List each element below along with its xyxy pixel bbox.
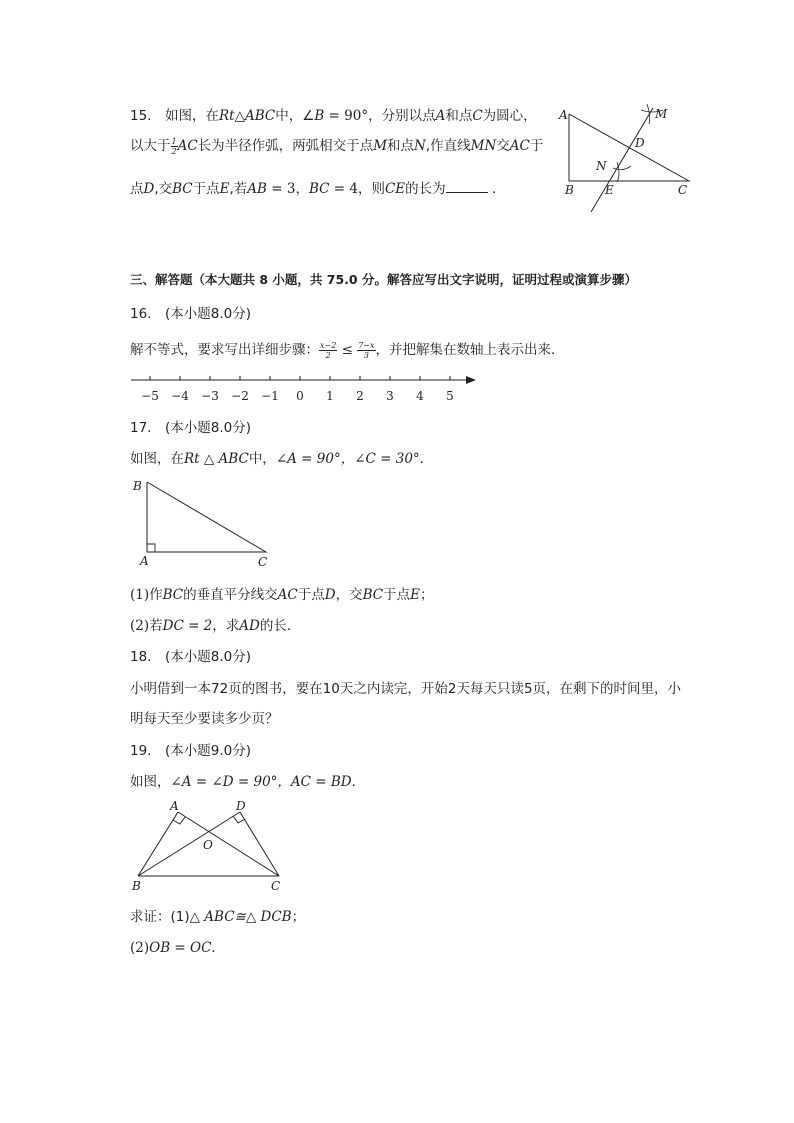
q15-math: C (472, 108, 483, 124)
q15-line2 (130, 134, 543, 156)
q15-math: A (435, 108, 446, 124)
q15-text: ． (491, 181, 506, 197)
q17-text: 于点 (297, 587, 325, 603)
q15-text: ,若 (229, 181, 248, 197)
q16-header: 16. (本小题8.0分) (130, 306, 251, 322)
q19-intro (130, 770, 365, 790)
q17-figure (128, 474, 278, 570)
frac-num: 7−x (358, 340, 375, 350)
q18-line1: 小明借到一本72页的图书，要在10天之内读完，开始2天每天只读5页，在剩下的时间里，小 (130, 681, 682, 697)
label-e: E (605, 183, 614, 197)
q18-line2: 明每天至少要读多少页？ (130, 711, 279, 727)
q17-math: AD (239, 618, 260, 634)
q15-text: ,交 (154, 181, 173, 197)
q15-math: AB (247, 181, 267, 197)
q15-math: CE (384, 181, 406, 197)
segment-dc (240, 812, 279, 876)
q15-text: 于 (529, 138, 544, 154)
number-line-label: 0 (296, 389, 304, 403)
frac-den: 2 (325, 350, 331, 360)
q17-text: 如图，在 (130, 451, 184, 467)
q19-math: △ ABC≅△ DCB (189, 909, 292, 925)
q15-fraction (171, 137, 178, 156)
q15-text: = 4，则 (329, 181, 385, 197)
q15-math: D (143, 181, 155, 197)
label-b: B (565, 183, 574, 197)
frac-num: 1 (171, 136, 177, 146)
q17-text: (2)若 (130, 618, 163, 634)
q15-math: ABC (244, 108, 276, 124)
label-c: C (678, 183, 688, 197)
arc-m2 (647, 104, 650, 124)
q15-math: BC (172, 181, 193, 197)
q15-text: 为圆心， (482, 108, 537, 124)
q15-text: 交 (496, 138, 510, 154)
label-a: A (559, 108, 568, 122)
q16-text (130, 338, 565, 360)
q15-math: BC (308, 181, 330, 197)
q15-text: 点 (130, 181, 144, 197)
q17-math: Rt △ ABC (184, 451, 249, 467)
q17-text: 于点 (383, 587, 411, 603)
triangle-abc-17 (147, 482, 266, 552)
q15-text: ,作直线 (425, 138, 471, 154)
q15-text: 以大于 (130, 138, 171, 154)
q15-text: = 3， (266, 181, 309, 197)
q15-math: Rt (218, 108, 235, 124)
q15-line3 (130, 177, 505, 197)
q17-math: ∠A = 90°，∠C = 30° (275, 451, 420, 467)
label-n: N (596, 159, 607, 173)
q19-text: ． (211, 940, 225, 956)
q15-text: 和点 (387, 138, 415, 154)
q16-fraction-2 (357, 341, 375, 360)
q15-math: AC (509, 138, 530, 154)
q15-text: 于点 (192, 181, 220, 197)
q15-text: 如图，在 (164, 108, 219, 124)
q15-text: = 90°，分别以点 (324, 108, 436, 124)
q17-math: AC (277, 587, 298, 603)
number-line-label: −4 (171, 389, 189, 403)
q17-math: BC (362, 587, 384, 603)
q19-header: 19. (本小题9.0分) (130, 743, 251, 759)
label-d: D (635, 136, 645, 150)
number-line-label: 2 (356, 389, 364, 403)
q17-text: 的长． (259, 618, 301, 634)
label-c: C (271, 879, 281, 893)
label-b: B (132, 879, 141, 893)
q16-text-b: ，并把解集在数轴上表示出来． (375, 342, 565, 358)
q17-text: 中， (248, 451, 276, 467)
q15-math: E (219, 181, 230, 197)
number-line-label: −2 (231, 389, 249, 403)
number-line-label: 3 (386, 389, 394, 403)
number-line-label: 1 (326, 389, 334, 403)
q16-text-a: 解不等式，要求写出详细步骤： (130, 342, 319, 358)
label-o: O (203, 838, 213, 852)
q15-text: 中，∠ (275, 108, 315, 124)
q19-text: ． (351, 774, 366, 790)
q17-header: 17. (本小题8.0分) (130, 420, 251, 436)
q15-line1 (130, 104, 537, 124)
q15-number: 15. (130, 108, 152, 124)
label-m: M (655, 107, 668, 121)
leq-sign: ≤ (337, 342, 358, 358)
q17-text: ． (419, 451, 434, 467)
q19-text: 求证：(1) (130, 909, 190, 925)
label-a: A (140, 554, 149, 568)
q15-math: △ (234, 108, 245, 124)
arc-n (613, 166, 631, 170)
q19-text: ； (291, 909, 306, 925)
number-line-label: 5 (446, 389, 454, 403)
section-title: 三、解答题（本大题共 8 小题，共 75.0 分。解答应写出文字说明，证明过程或演算步骤） (130, 272, 637, 287)
answer-blank[interactable] (446, 180, 488, 193)
q17-text: ，交 (335, 587, 363, 603)
q15-math: AC (177, 138, 198, 154)
q15-text: 长为半径作弧，两弧相交于点 (197, 138, 374, 154)
q15-math: N (414, 138, 426, 154)
q15-math: B (314, 108, 325, 124)
number-line-label: −5 (141, 389, 159, 403)
number-line-label: −3 (201, 389, 219, 403)
segment-ba (138, 812, 178, 876)
label-c: C (258, 555, 268, 569)
q16-fraction-1 (319, 341, 337, 360)
q17-intro (130, 447, 433, 467)
q19-math: OB = OC (149, 940, 212, 956)
frac-num: x−2 (320, 340, 337, 350)
q17-part2 (130, 614, 300, 634)
q17-math: D (324, 587, 336, 603)
number-line-label: −1 (261, 389, 279, 403)
q19-math: ∠A = ∠D = 90°，AC = BD (170, 774, 352, 790)
q17-text: 的垂直平分线交 (183, 587, 278, 603)
q19-text: (2) (130, 940, 150, 956)
right-angle-mark (147, 544, 155, 552)
q15-math: M (373, 138, 388, 154)
q19-figure (128, 796, 293, 894)
q17-math: DC = 2 (162, 618, 213, 634)
q17-text: ，求 (212, 618, 240, 634)
q19-text: 如图， (130, 774, 171, 790)
q19-proof2 (130, 936, 225, 956)
label-d: D (236, 799, 246, 813)
q17-math: E (410, 587, 420, 603)
q15-figure (555, 100, 700, 218)
frac-den: 2 (171, 146, 177, 156)
frac-den: 3 (363, 350, 369, 360)
q19-proof1 (130, 905, 305, 925)
q17-text: ； (419, 587, 434, 603)
q17-math: BC (162, 587, 184, 603)
q18-header: 18. (本小题8.0分) (130, 649, 251, 665)
number-line-arrow (466, 376, 476, 384)
q17-text: (1)作 (130, 587, 163, 603)
number-line-label: 4 (416, 389, 424, 403)
q15-text: 的长为 (405, 181, 446, 197)
label-b: B (133, 479, 142, 493)
q15-math: MN (470, 138, 497, 154)
q15-text: 和点 (445, 108, 473, 124)
segment-bd (138, 812, 240, 876)
segment-ac (178, 812, 279, 876)
label-a: A (170, 799, 179, 813)
q17-part1 (130, 583, 433, 603)
number-line (128, 370, 483, 406)
